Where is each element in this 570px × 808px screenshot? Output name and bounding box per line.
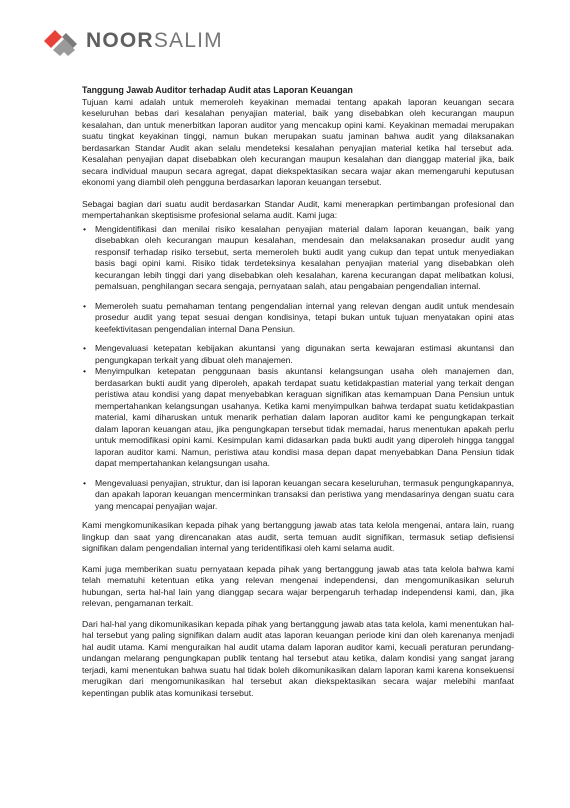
bullet-icon: •: [83, 366, 87, 376]
paragraph-objective: Tujuan kami adalah untuk memeroleh keyakinan memadai tentang apakah laporan keuangan secara keseluruhan bebas dari kesalahan penyajian material, baik yang disebabkan oleh kecurangan maupun kesalahan, dan untuk menerbitkan laporan auditor yang mencakup opini kami. Keyakinan memadai merupakan suatu tingkat keyakinan tinggi, namun bukan merupakan suatu jaminan bahwa audit yang dilaksanakan berdasarkan Standar Audit akan selalu mendeteksi kesalahan penyajian material ketika hal tersebut ada. Kesalahan penyajian dapat disebabkan oleh kecurangan maupun kesalahan dan dianggap material jika, baik secara individual maupun secara agregat, dapat diekspektasikan secara wajar akan memengaruhi keputusan ekonomi yang diambil oleh pengguna berdasarkan laporan keuangan tersebut.: [82, 96, 514, 187]
document-body: [82, 85, 514, 708]
bullet-icon: •: [83, 477, 87, 488]
paragraph-independence: Kami juga memberikan suatu pernyataan kepada pihak yang bertanggung jawab atas tata kelola bahwa kami telah mematuhi ketentuan etika yang relevan mengenai independensi, dan mengomunikasikan seluruh hubungan, serta hal-hal lain yang dianggap secara wajar berpengaruh terhadap independensi kami, dan, jika relevan, pengamanan terkait.: [82, 563, 514, 608]
logo-mark-icon: [40, 26, 80, 56]
list-item: • Menyimpulkan ketepatan penggunaan basis akuntansi kelangsungan usaha oleh manajemen dan, berdasarkan bukti audit yang diperoleh, apakah terdapat suatu ketidakpastian material yang terkait dengan peristiwa atau kondisi yang dapat menyebabkan keraguan signifikan atas kemampuan Dana Pensiun untuk mempertahankan kelangsungan usahanya. Ketika kami menyimpulkan bahwa terdapat suatu ketidakpastian material, kami diharuskan untuk menarik perhatian dalam laporan auditor kami ke pengungkapan terkait dalam laporan keuangan atau, jika pengungkapan tersebut tidak memadai, harus menentukan apakah perlu untuk memodifikasi opini kami. Kesimpulan kami didasarkan pada bukti audit yang diperoleh hingga tanggal laporan auditor kami. Namun, peristiwa atau kondisi masa depan dapat menyebabkan Dana Pensiun tidak dapat mempertahankan kelangsungan usaha.: [83, 366, 514, 468]
paragraph-intro-list: Sebagai bagian dari suatu audit berdasarkan Standar Audit, kami menerapkan pertimbangan profesional dan mempertahankan skeptisisme profesional selama audit. Kami juga:: [82, 198, 514, 220]
bullet-icon: •: [83, 343, 87, 353]
list-item: • Mengidentifikasi dan menilai risiko kesalahan penyajian material dalam laporan keuangan, baik yang disebabkan oleh kecurangan maupun kesalahan, mendesain dan melaksanakan prosedur audit yang responsif terhadap risiko tersebut, serta memeroleh bukti audit yang cukup dan tepat untuk menyediakan basis bagi opini kami. Risiko tidak terdeteksinya kesalahan penyajian material yang disebabkan oleh kecurangan lebih tinggi dari yang disebabkan oleh kesalahan, karena kecurangan dapat melibatkan kolusi, pemalsuan, penghilangan secara sengaja, pernyataan salah, atau pengabaian pengendalian internal.: [83, 223, 514, 291]
list-item: • Mengevaluasi ketepatan kebijakan akuntansi yang digunakan serta kewajaran estimasi akuntansi dan pengungkapan terkait yang dibuat oleh manajemen.: [83, 343, 514, 365]
bullet-icon: •: [83, 300, 87, 311]
responsibility-list: [82, 224, 514, 513]
bullet-icon: •: [83, 223, 87, 234]
logo-wordmark: NOORSALIM: [86, 29, 223, 52]
paragraph-key-audit-matters: Dari hal-hal yang dikomunikasikan kepada pihak yang bertanggung jawab atas tata kelola, kami menentukan hal-hal tersebut yang paling signifikan dalam audit atas laporan keuangan periode kini dan oleh karenanya menjadi hal audit utama. Kami menguraikan hal audit utama dalam laporan auditor kami, kecuali peraturan perundang-undangan melarang pengungkapan publik tentang hal tersebut atau ketika, dalam kondisi yang sangat jarang terjadi, kami menentukan bahwa suatu hal tidak boleh dikomunikasikan dalam laporan kami karena konsekuensi merugikan dari mengomunikasikan hal tersebut akan diekspektasikan secara wajar melebihi manfaat kepentingan publik atas komunikasi tersebut.: [82, 618, 514, 698]
list-item: • Mengevaluasi penyajian, struktur, dan isi laporan keuangan secara keseluruhan, termasuk pengungkapannya, dan apakah laporan keuangan mencerminkan transaksi dan peristiwa yang mendasarinya dengan suatu cara yang mencapai penyajian wajar.: [83, 477, 514, 511]
section-title: Tanggung Jawab Auditor terhadap Audit atas Laporan Keuangan: [82, 85, 353, 95]
company-logo: [40, 26, 223, 56]
list-item: • Memeroleh suatu pemahaman tentang pengendalian internal yang relevan dengan audit untuk mendesain prosedur audit yang tepat sesuai dengan kondisinya, tetapi bukan untuk tujuan menyatakan opini atas keefektivitasan pengendalian internal Dana Pensiun.: [83, 300, 514, 334]
paragraph-communication: Kami mengkomunikasikan kepada pihak yang bertanggung jawab atas tata kelola mengenai, antara lain, ruang lingkup dan saat yang direncanakan atas audit, serta temuan audit signifikan, termasuk setiap defisiensi signifikan dalam pengendalian internal yang teridentifikasi oleh kami selama audit.: [82, 520, 514, 553]
